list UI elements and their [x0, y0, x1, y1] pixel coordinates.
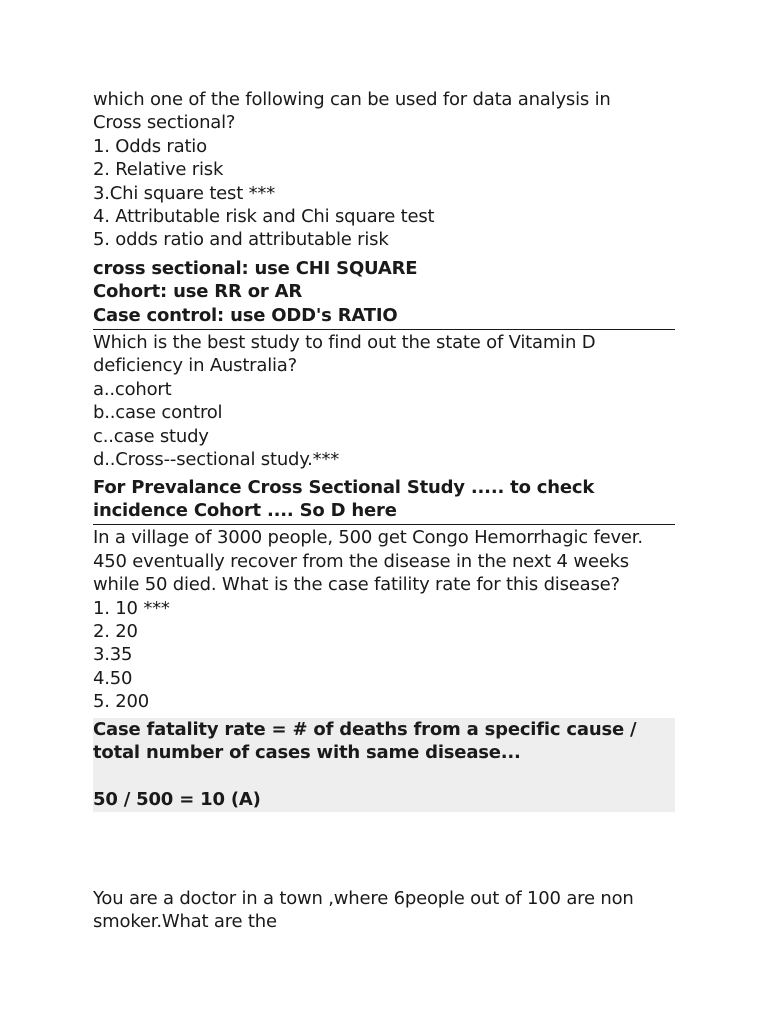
answer-text: Case control: use ODD's RATIO: [93, 304, 398, 326]
option-5: 5. odds ratio and attributable risk: [93, 229, 389, 251]
answer-text: Case fatality rate = # of deaths from a specific cause /: [93, 718, 637, 740]
question-text: You are a doctor in a town ,where 6people out of 100 are non: [93, 888, 634, 909]
option-2: 2. 20: [93, 620, 138, 642]
question-text: In a village of 3000 people, 500 get Congo Hemorrhagic fever.: [93, 527, 643, 549]
answer-text: total number of cases with same disease...: [93, 741, 521, 763]
option-1: 1. 10 ***: [93, 597, 170, 619]
answer-text: incidence Cohort .... So D here: [93, 499, 397, 521]
question-2: [93, 331, 675, 471]
question-text: which one of the following can be used for data analysis in: [93, 89, 611, 110]
option-1: 1. Odds ratio: [93, 135, 207, 157]
question-4: [93, 887, 634, 934]
option-3: 3.Chi square test ***: [93, 182, 276, 204]
question-text: Which is the best study to find out the state of Vitamin D: [93, 332, 596, 354]
option-a: a..cohort: [93, 378, 172, 400]
answer-2: [93, 476, 675, 526]
option-d: d..Cross--sectional study.***: [93, 449, 340, 471]
question-text: smoker.What are the: [93, 911, 277, 933]
answer-3: [93, 718, 675, 812]
document-page: [93, 88, 675, 933]
option-4: 4. Attributable risk and Chi square test: [93, 206, 435, 228]
question-3: [93, 526, 675, 713]
question-text: while 50 died. What is the case fatility rate for this disease?: [93, 574, 620, 596]
answer-text: Cohort: use RR or AR: [93, 281, 302, 303]
question-text: 450 eventually recover from the disease in the next 4 weeks: [93, 550, 629, 572]
question-text: deficiency in Australia?: [93, 355, 297, 377]
answer-text: For Prevalance Cross Sectional Study ..... to check: [93, 476, 595, 498]
question-1: [93, 88, 675, 252]
answer-1: [93, 257, 675, 330]
option-5: 5. 200: [93, 691, 150, 713]
option-4: 4.50: [93, 667, 133, 689]
option-b: b..case control: [93, 402, 223, 424]
spacer: [93, 764, 675, 787]
option-c: c..case study: [93, 425, 209, 447]
option-3: 3.35: [93, 644, 133, 666]
question-text: Cross sectional?: [93, 112, 236, 134]
answer-text: 50 / 500 = 10 (A): [93, 788, 261, 810]
answer-text: cross sectional: use CHI SQUARE: [93, 257, 418, 279]
option-2: 2. Relative risk: [93, 159, 224, 181]
